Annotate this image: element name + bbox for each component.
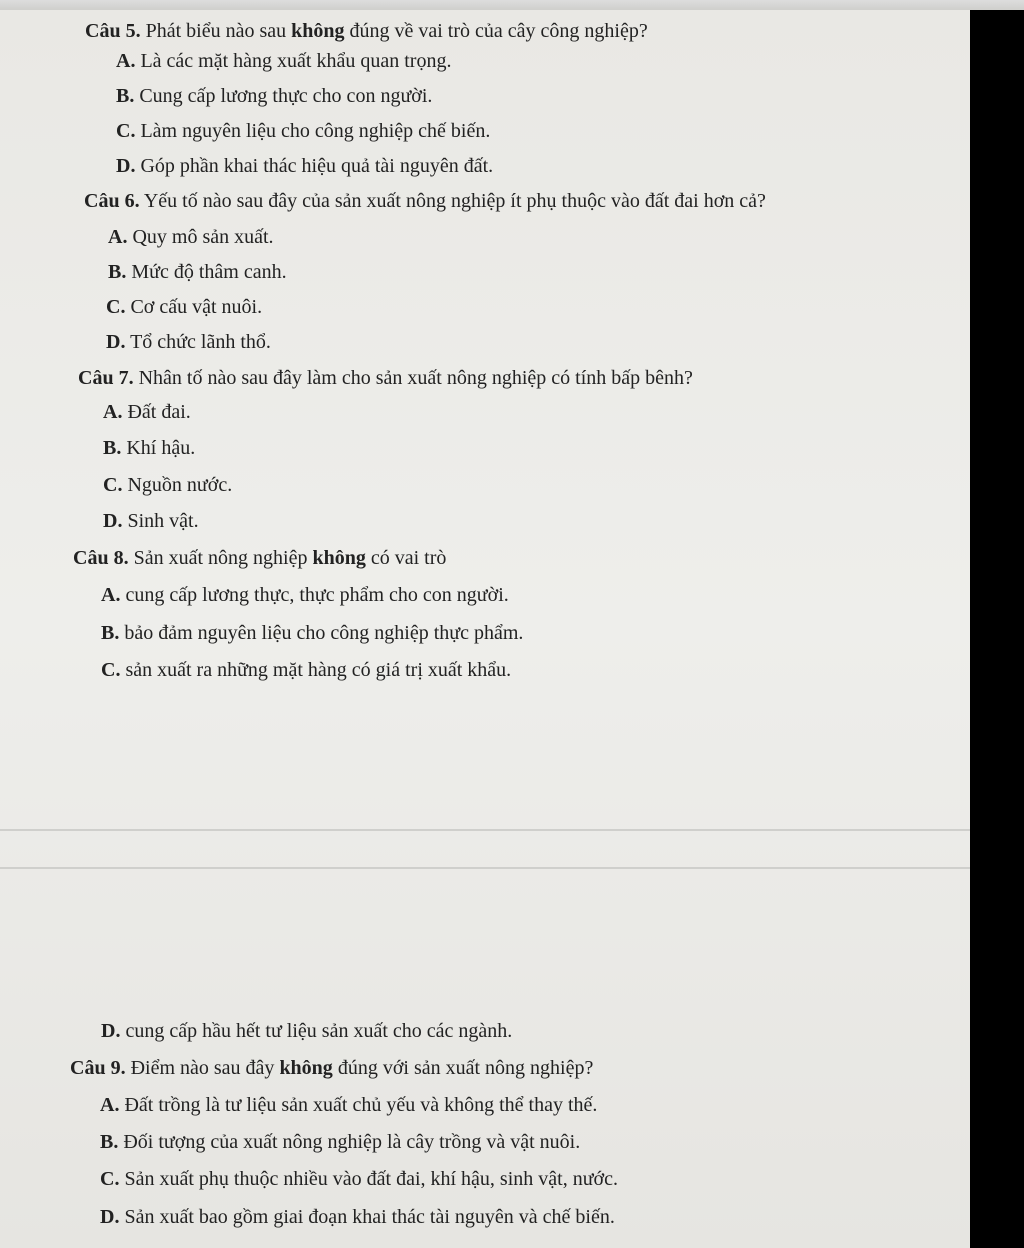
option-letter: A. — [116, 50, 136, 72]
option-text: sản xuất ra những mặt hàng có giá trị xuất khẩu. — [120, 659, 512, 681]
option-letter: D. — [106, 331, 126, 353]
option-letter: B. — [103, 437, 122, 459]
option-letter: B. — [101, 622, 120, 644]
page-fold-line — [0, 829, 970, 831]
option-5d[interactable] — [116, 153, 493, 179]
option-text: Đối tượng của xuất nông nghiệp là cây trồng và vật nuôi. — [118, 1131, 581, 1153]
option-7d[interactable] — [103, 508, 199, 534]
question-7 — [78, 365, 693, 391]
option-text: Mức độ thâm canh. — [126, 261, 287, 283]
question-text: Yếu tố nào sau đây của sản xuất nông nghiệp ít phụ thuộc vào đất đai hơn cả? — [139, 190, 766, 212]
option-7c[interactable] — [103, 472, 232, 498]
option-letter: A. — [103, 401, 123, 423]
option-text: cung cấp hầu hết tư liệu sản xuất cho các ngành. — [120, 1020, 513, 1042]
question-text: Phát biểu nào sau — [140, 20, 292, 42]
question-label: Câu 7. — [78, 367, 134, 389]
option-letter: A. — [100, 1094, 120, 1116]
option-letter: A. — [108, 226, 128, 248]
question-label: Câu 8. — [73, 547, 129, 569]
option-8d[interactable] — [101, 1018, 512, 1044]
option-letter: B. — [116, 85, 135, 107]
question-9 — [70, 1055, 593, 1081]
question-8 — [73, 545, 446, 571]
option-text: Đất đai. — [122, 401, 191, 423]
option-text: Nguồn nước. — [122, 474, 233, 496]
option-text: Sản xuất phụ thuộc nhiều vào đất đai, khí hậu, sinh vật, nước. — [119, 1168, 618, 1190]
option-letter: D. — [100, 1206, 120, 1228]
option-7b[interactable] — [103, 435, 195, 461]
question-bold-word: không — [291, 20, 345, 42]
question-5 — [85, 18, 648, 44]
question-bold-word: không — [312, 547, 366, 569]
option-letter: C. — [103, 474, 123, 496]
option-text: Quy mô sản xuất. — [127, 226, 274, 248]
option-letter: B. — [108, 261, 127, 283]
option-6c[interactable] — [106, 294, 262, 320]
option-text: Sinh vật. — [122, 510, 199, 532]
option-letter: B. — [100, 1131, 119, 1153]
option-text: Đất trồng là tư liệu sản xuất chủ yếu và không thể thay thế. — [119, 1094, 598, 1116]
option-7a[interactable] — [103, 399, 191, 425]
option-9b[interactable] — [100, 1129, 580, 1155]
question-6 — [84, 188, 766, 214]
option-5c[interactable] — [116, 118, 490, 144]
option-9d[interactable] — [100, 1204, 615, 1230]
option-6b[interactable] — [108, 259, 287, 285]
question-text: Sản xuất nông nghiệp — [128, 547, 313, 569]
option-text: Góp phần khai thác hiệu quả tài nguyên đất. — [135, 155, 494, 177]
option-8c[interactable] — [101, 657, 511, 683]
question-text: đúng về vai trò của cây công nghiệp? — [344, 20, 648, 42]
option-letter: A. — [101, 584, 121, 606]
option-text: Làm nguyên liệu cho công nghiệp chế biến. — [135, 120, 491, 142]
option-6d[interactable] — [106, 329, 271, 355]
question-text: có vai trò — [365, 547, 447, 569]
question-text: Nhân tố nào sau đây làm cho sản xuất nông nghiệp có tính bấp bênh? — [133, 367, 693, 389]
question-text: Điểm nào sau đây — [125, 1057, 280, 1079]
option-letter: C. — [106, 296, 126, 318]
option-letter: C. — [116, 120, 136, 142]
question-label: Câu 9. — [70, 1057, 126, 1079]
page-fold-line — [0, 867, 970, 869]
option-5a[interactable] — [116, 48, 451, 74]
option-letter: D. — [103, 510, 123, 532]
option-6a[interactable] — [108, 224, 274, 250]
option-letter: D. — [116, 155, 136, 177]
option-text: Cung cấp lương thực cho con người. — [134, 85, 433, 107]
option-text: Cơ cấu vật nuôi. — [125, 296, 263, 318]
option-text: Khí hậu. — [121, 437, 196, 459]
question-label: Câu 5. — [85, 20, 141, 42]
option-8b[interactable] — [101, 620, 523, 646]
question-label: Câu 6. — [84, 190, 140, 212]
option-letter: C. — [100, 1168, 120, 1190]
option-text: Sản xuất bao gồm giai đoạn khai thác tài nguyên và chế biến. — [119, 1206, 615, 1228]
option-5b[interactable] — [116, 83, 432, 109]
option-text: bảo đảm nguyên liệu cho công nghiệp thực phẩm. — [119, 622, 524, 644]
option-9c[interactable] — [100, 1166, 618, 1192]
option-text: Là các mặt hàng xuất khẩu quan trọng. — [135, 50, 452, 72]
option-letter: C. — [101, 659, 121, 681]
question-text: đúng với sản xuất nông nghiệp? — [332, 1057, 594, 1079]
option-text: cung cấp lương thực, thực phẩm cho con người. — [120, 584, 509, 606]
option-letter: D. — [101, 1020, 121, 1042]
top-edge — [0, 0, 1024, 10]
option-9a[interactable] — [100, 1092, 597, 1118]
option-8a[interactable] — [101, 582, 509, 608]
option-text: Tổ chức lãnh thổ. — [125, 331, 271, 353]
question-bold-word: không — [279, 1057, 333, 1079]
